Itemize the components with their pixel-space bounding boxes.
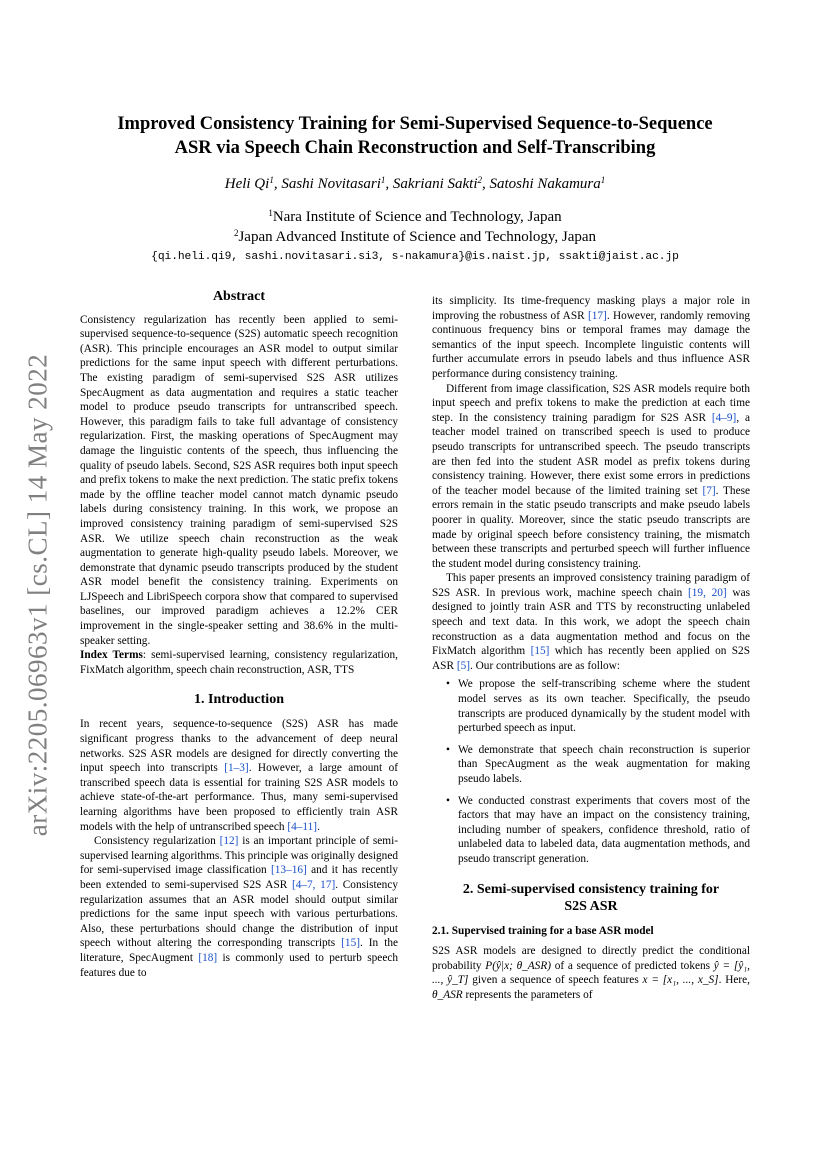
author-list: Heli Qi$^1$, Sashi Novitasari$^1$, Sakriani Sakti$^2$, Satoshi Nakamura$^1$ (224, 175, 606, 192)
author-emails: {qi.heli.qi9, sashi.novitasari.si3, s-nakamura}@is.naist.jp, ssakti@jaist.ac.jp (151, 251, 679, 263)
citation-link[interactable]: [4–9] (711, 411, 737, 424)
intro-paragraph-5: This paper presents an improved consistency training paradigm of S2S ASR. In previous work, machine speech chain [19, 20] was designed to jointly train ASR and TTS by reconstructing unlabeled speech and text data. In this work, we adopt the speech chain reconstruction as a data augmentation method and focus on the FixMatch algorithm [15] which has recently been applied on S2S ASR [5]. Our contributions are as follow: (432, 572, 750, 672)
contribution-list (432, 677, 750, 866)
math-inline: ŷ = [ŷ₁, ..., ŷ_T] (432, 959, 750, 987)
citation-link[interactable]: [5] (456, 659, 470, 672)
citation-link[interactable]: [19, 20] (688, 586, 727, 599)
citation-link[interactable]: [4–11] (287, 820, 318, 833)
list-item: • We propose the self-transcribing scheme where the student model serves as its own teacher. Specifically, the pseudo transcripts are produced dynamically by the student model with perturbed speech as input. (458, 677, 750, 735)
citation-link[interactable]: [17] (587, 309, 607, 322)
title-line-1: Improved Consistency Training for Semi-Supervised Sequence-to-Sequence (117, 114, 713, 134)
citation-link[interactable]: [12] (219, 835, 239, 848)
math-inline: x = [x₁, ..., x_S] (642, 974, 719, 987)
abstract-text: Consistency regularization has recently been applied to semi-supervised sequence-to-sequence (S2S) automatic speech recognition (ASR). This principle encourages an ASR model to output similar predictions for the same input speech with different perturbations. The existing paradigm of semi-supervised S2S ASR utilizes SpecAugment as data augmentation and requires a static teacher model to produce pseudo transcripts for untranscribed speech. However, this paradigm fails to take full advantage of consistency regularization. First, the masking operations of SpecAugment may damage the linguistic contents of the speech, thus influencing the quality of pseudo labels. Second, S2S ASR requires both input speech and prefix tokens to make the next prediction. The static prefix tokens made by the offline teacher model cannot match dynamic pseudo labels during consistency training. In this work, we propose an improved consistency training paradigm of semi-supervised S2S ASR. We utilize speech chain reconstruction as the weak augmentation to generate high-quality pseudo labels. Moreover, we demonstrate that dynamic pseudo transcripts produced by the student ASR model benefit the consistency training. Experiments on LJSpeech and LibriSpeech corpora show that compared to supervised baselines, our improved paradigm achieves a 12.2% CER improvement in the single-speaker setting and 38.6% in the multi-speaker setting. (80, 313, 398, 647)
list-item: • We conducted constrast experiments that covers most of the factors that may have an impact on the consistency training, including number of speakers, confidence threshold, ratio of unlabeled data to labeled data, data augmentation methods, and pseudo transcript generation. (458, 794, 750, 867)
citation-link[interactable]: [13–16] (270, 864, 307, 877)
author: Sashi Novitasari (281, 176, 381, 192)
arxiv-identifier-text: arXiv:2205.06963v1 [cs.CL] 14 May 2022 (22, 353, 53, 837)
author-affiliation-mark: 1 (380, 175, 386, 185)
author-affiliation-mark: 2 (477, 175, 482, 185)
intro-paragraph-1: In recent years, sequence-to-sequence (S2S) ASR has made significant progress thanks to the advancement of deep neural networks. S2S ASR models are designed for directly converting the input speech into transcripts [1–3]. However, a large amount of transcribed speech data is essential for training S2S ASR models to achieve state-of-the-art performance. Thus, many semi-supervised learning algorithms have been proposed to efficiently train ASR models with the help of untranscribed speech [4–11]. (80, 718, 399, 833)
citation-link[interactable]: [15] (530, 645, 550, 658)
author: Sakriani Sakti (392, 176, 478, 192)
list-item: • We demonstrate that speech chain reconstruction is superior than SpecAugment as the weak augmentation for making pseudo labels. (458, 743, 750, 787)
intro-paragraph-4: Different from image classification, S2S ASR models require both input speech and prefix tokens to make the prediction at each time step. In the consistency training paradigm for S2S ASR [4–9], a teacher model trained on transcribed speech is used to produce pseudo transcripts for untranscribed speech. The pseudo transcripts are then fed into the student ASR model as prefix tokens during consistency training. However, there exist some errors in predictions of the teacher model because of the limited training set [7]. These errors remain in the static pseudo transcripts and make pseudo labels poorer in quality. Moreover, since the static pseudo transcripts are made by original speech before consistency training, the mismatch between these transcripts and perturbed speech will further influence the student model during consistency training. (432, 382, 750, 570)
index-terms-label: Index Terms (80, 649, 143, 662)
affiliations (90, 207, 740, 247)
affiliation-1: $^1$Nara Institute of Science and Technology, Japan (268, 208, 562, 225)
author: Satoshi Nakamura (489, 176, 601, 192)
citation-link[interactable]: [4–7, 17] (291, 878, 336, 891)
author-affiliation-mark: 1 (269, 175, 274, 185)
subsection-2-1-heading: 2.1. Supervised training for a base ASR model (432, 924, 654, 937)
intro-paragraph-3: its simplicity. Its time-frequency masking plays a major role in improving the robustness of ASR [17]. However, randomly removing continuous frequency bins or temporal frames may damage the semantics of the input speech. Incomplete linguistic contents will further accumulate errors in pseudo labels and thus influence ASR performance during consistency training. (432, 295, 750, 380)
author: Heli Qi (224, 176, 270, 192)
section-2-heading: 2. Semi-supervised consistency training for S2S ASR (462, 881, 720, 914)
right-column (432, 294, 750, 1003)
author-affiliation-mark: 1 (600, 175, 606, 185)
title-line-2: ASR via Speech Chain Reconstruction and Self-Transcribing (174, 138, 656, 158)
citation-link[interactable]: [1–3] (224, 762, 249, 775)
math-inline: P(ŷ|x; θ_ASR) (485, 959, 551, 972)
section-1-heading: 1. Introduction (194, 692, 284, 708)
math-inline: θ_ASR (432, 988, 463, 1001)
abstract-heading: Abstract (212, 289, 266, 304)
citation-link[interactable]: [18] (198, 951, 218, 964)
citation-link[interactable]: [15] (341, 937, 360, 950)
paper-title (90, 112, 740, 160)
section-2-1-paragraph: S2S ASR models are designed to directly predict the conditional probability P(ŷ|x; θ_ASR) of a sequence of predicted tokens ŷ = [ŷ₁, ..., ŷ_T] given a sequence of speech features x = [x₁, ..., x_S]. Here, θ_ASR represents the parameters of (432, 945, 750, 1001)
affiliation-2: $^2$Japan Advanced Institute of Science and Technology, Japan (233, 228, 597, 245)
index-terms (80, 648, 398, 677)
arxiv-identifier (14, 330, 62, 860)
left-column (80, 290, 398, 980)
paper-header (90, 112, 740, 263)
citation-link[interactable]: [7] (702, 484, 716, 497)
intro-paragraph-2: Consistency regularization [12] is an important principle of semi-supervised learning algorithms. This principle was originally designed for semi-supervised image classification [13–16] and it has recently been extended to semi-supervised S2S ASR [4–7, 17]. Consistency regularization assumes that an ASR model should output similar predictions for the same input speech with various perturbations. Also, these perturbations should change the distribution of input speech without altering the corresponding transcripts [15]. In the literature, SpecAugment [18] is commonly used to perturb speech features due to (80, 835, 398, 979)
index-terms-text: : semi-supervised learning, consistency regularization, FixMatch algorithm, speech chain reconstruction, ASR, TTS (80, 649, 398, 676)
